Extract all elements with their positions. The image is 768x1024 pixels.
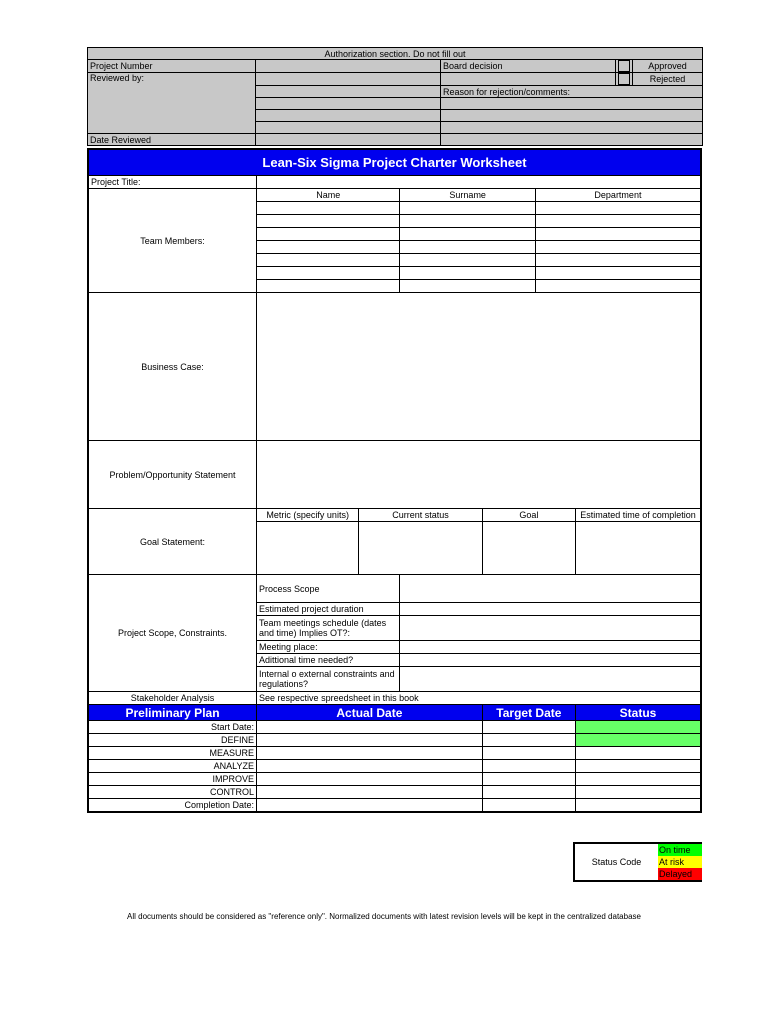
plan-header-preliminary: Preliminary Plan [88,705,257,721]
status-code-legend [573,842,702,882]
goal-header-metric: Metric (specify units) [257,509,359,522]
reason-field-3 [441,122,703,134]
plan-target-date-cell[interactable] [482,773,575,786]
plan-status-cell[interactable] [576,760,701,773]
team-name-cell[interactable] [257,215,400,228]
stakeholder-note: See respective spreedsheet in this book [257,692,701,705]
scope-item-field[interactable] [400,575,701,603]
team-department-cell[interactable] [535,254,701,267]
scope-item-field[interactable] [400,641,701,654]
scope-item-field[interactable] [400,616,701,641]
plan-actual-date-cell[interactable] [257,760,483,773]
rejected-spacer [441,73,616,86]
plan-status-cell[interactable] [576,786,701,799]
auth-header: Authorization section. Do not fill out [88,48,703,60]
charter-worksheet [87,148,702,813]
rejected-label: Rejected [633,73,703,86]
team-name-cell[interactable] [257,228,400,241]
plan-target-date-cell[interactable] [482,734,575,747]
plan-status-cell[interactable] [576,721,701,734]
plan-actual-date-cell[interactable] [257,721,483,734]
plan-row-label: Completion Date: [88,799,257,813]
reviewed-by-field-5 [256,122,441,134]
team-header-department: Department [535,189,701,202]
plan-actual-date-cell[interactable] [257,799,483,813]
date-reviewed-extra [441,134,703,146]
team-surname-cell[interactable] [400,202,535,215]
plan-actual-date-cell[interactable] [257,786,483,799]
board-decision-label: Board decision [441,60,616,73]
plan-row-label: DEFINE [88,734,257,747]
team-name-cell[interactable] [257,280,400,293]
scope-item-label: Team meetings schedule (dates and time) Implies OT?: [257,616,400,641]
project-number-label: Project Number [88,60,256,73]
team-department-cell[interactable] [535,267,701,280]
team-department-cell[interactable] [535,280,701,293]
goal-statement-label: Goal Statement: [88,509,257,575]
project-title-field[interactable] [257,176,701,189]
team-surname-cell[interactable] [400,254,535,267]
plan-target-date-cell[interactable] [482,760,575,773]
scope-item-label: Internal o external constraints and regulations? [257,667,400,692]
project-title-label: Project Title: [88,176,257,189]
problem-statement-label: Problem/Opportunity Statement [88,441,257,509]
plan-actual-date-cell[interactable] [257,747,483,760]
plan-target-date-cell[interactable] [482,799,575,813]
authorization-section [87,47,703,146]
team-name-cell[interactable] [257,254,400,267]
plan-status-cell[interactable] [576,747,701,760]
team-name-cell[interactable] [257,267,400,280]
plan-status-cell[interactable] [576,773,701,786]
scope-item-label: Process Scope [257,575,400,603]
date-reviewed-label: Date Reviewed [88,134,256,146]
team-header-name: Name [257,189,400,202]
business-case-field[interactable] [257,293,701,441]
plan-header-status: Status [576,705,701,721]
team-name-cell[interactable] [257,241,400,254]
approved-label: Approved [633,60,703,73]
goal-metric-field[interactable] [257,522,359,575]
goal-current-status-field[interactable] [359,522,482,575]
plan-row-label: IMPROVE [88,773,257,786]
footer-disclaimer: All documents should be considered as "reference only". Normalized documents with latest revision levels will be kept in the centralized database [127,912,641,921]
scope-item-label: Adittional time needed? [257,654,400,667]
status-on-time: On time [658,844,702,856]
plan-actual-date-cell[interactable] [257,734,483,747]
goal-header-estimated-time: Estimated time of completion [576,509,701,522]
reviewed-by-field-2 [256,86,441,98]
worksheet-title: Lean-Six Sigma Project Charter Worksheet [88,149,701,176]
scope-item-field[interactable] [400,654,701,667]
team-department-cell[interactable] [535,241,701,254]
plan-row-label: ANALYZE [88,760,257,773]
plan-header-actual-date: Actual Date [257,705,483,721]
team-department-cell[interactable] [535,202,701,215]
plan-target-date-cell[interactable] [482,747,575,760]
team-surname-cell[interactable] [400,267,535,280]
plan-target-date-cell[interactable] [482,721,575,734]
team-department-cell[interactable] [535,228,701,241]
status-at-risk: At risk [658,856,702,868]
stakeholder-label: Stakeholder Analysis [88,692,257,705]
problem-statement-field[interactable] [257,441,701,509]
team-surname-cell[interactable] [400,280,535,293]
reviewed-by-field-3 [256,98,441,110]
scope-item-label: Estimated project duration [257,603,400,616]
goal-header-goal: Goal [482,509,575,522]
reviewed-by-field-4 [256,110,441,122]
plan-status-cell[interactable] [576,799,701,813]
team-surname-cell[interactable] [400,228,535,241]
reason-label: Reason for rejection/comments: [441,86,703,98]
team-members-label: Team Members: [88,189,257,293]
status-delayed: Delayed [658,868,702,880]
reason-field-2 [441,110,703,122]
team-surname-cell[interactable] [400,215,535,228]
goal-goal-field[interactable] [482,522,575,575]
scope-item-field[interactable] [400,667,701,692]
scope-item-label: Meeting place: [257,641,400,654]
goal-estimated-time-field[interactable] [576,522,701,575]
plan-header-target-date: Target Date [482,705,575,721]
business-case-label: Business Case: [88,293,257,441]
project-scope-label: Project Scope, Constraints. [88,575,257,692]
plan-row-label: MEASURE [88,747,257,760]
goal-header-current-status: Current status [359,509,482,522]
reason-field-1 [441,98,703,110]
plan-row-label: CONTROL [88,786,257,799]
project-number-field [256,60,441,73]
date-reviewed-field [256,134,441,146]
status-code-label: Status Code [591,857,642,867]
team-name-cell[interactable] [257,202,400,215]
approved-checkbox[interactable] [616,60,633,73]
plan-target-date-cell[interactable] [482,786,575,799]
plan-row-label: Start Date: [88,721,257,734]
plan-actual-date-cell[interactable] [257,773,483,786]
reviewed-by-field-1 [256,73,441,86]
team-surname-cell[interactable] [400,241,535,254]
plan-status-cell[interactable] [576,734,701,747]
reviewed-by-label: Reviewed by: [88,73,256,134]
team-department-cell[interactable] [535,215,701,228]
team-header-surname: Surname [400,189,535,202]
rejected-checkbox[interactable] [616,73,633,86]
scope-item-field[interactable] [400,603,701,616]
